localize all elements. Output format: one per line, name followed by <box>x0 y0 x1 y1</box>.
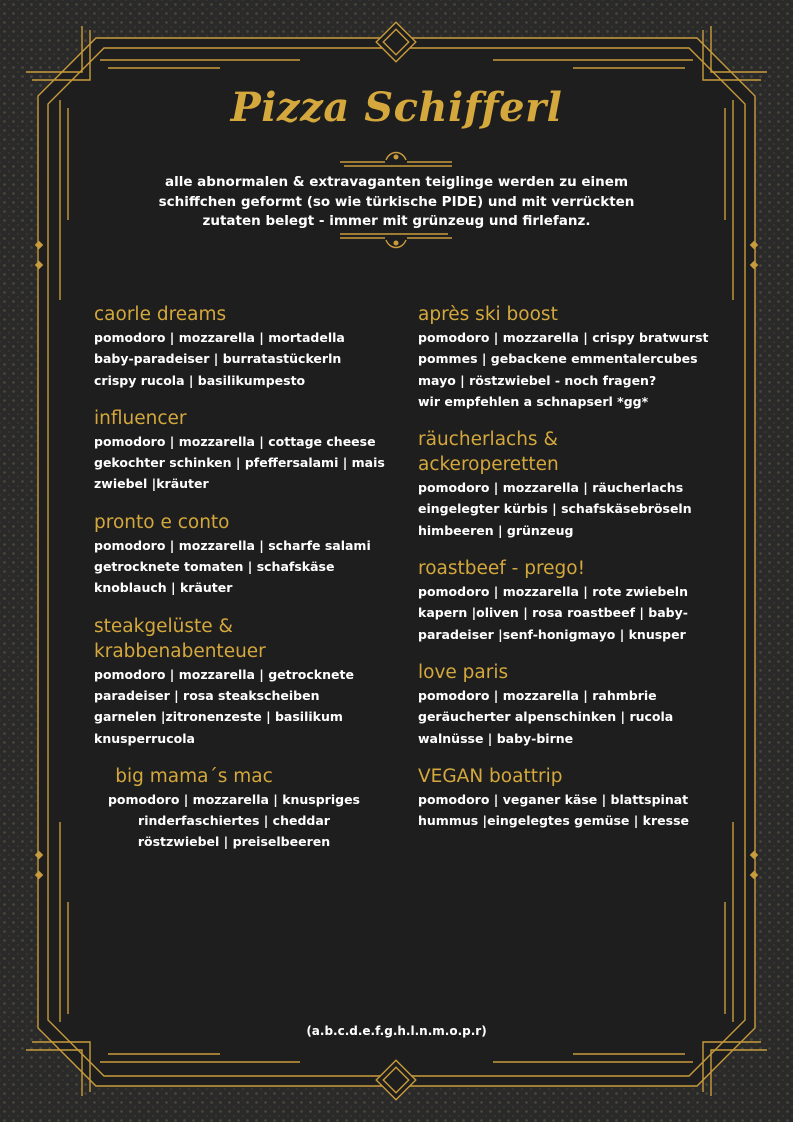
menu-item <box>418 427 718 541</box>
menu-item-ingredients: pomodoro | mozzarella | crispy bratwurst pommes | gebackene emmentalercubes mayo | röstzwiebel - noch fragen? wir empfehlen a schnapserl *gg* <box>418 330 709 409</box>
menu-item-name: räucherlachs & ackeroperetten <box>418 429 559 476</box>
menu-item-ingredients: pomodoro | mozzarella | rote zwiebeln kapern |oliven | rosa roastbeef | baby- paradeiser |senf-honigmayo | knusper <box>418 584 688 642</box>
menu-item-name: pronto e conto <box>94 511 230 533</box>
menu-item <box>94 302 394 391</box>
menu-item-ingredients: pomodoro | mozzarella | getrocknete paradeiser | rosa steakscheiben garnelen |zitronenzeste | basilikum knusperrucola <box>94 666 354 746</box>
menu-item-ingredients: pomodoro | mozzarella | scharfe salami getrocknete tomaten | schafskäse knoblauch | kräuter <box>94 537 371 596</box>
menu-item-ingredients: pomodoro | mozzarella | mortadella baby-paradeiser | burratastückerln crispy rucola | basilikumpesto <box>94 330 345 388</box>
menu-item-name: love paris <box>418 661 509 683</box>
menu-column-right <box>418 302 718 846</box>
menu-item-ingredients: pomodoro | mozzarella | rahmbrie geräucherter alpenschinken | rucola walnüsse | baby-birne <box>418 687 674 746</box>
menu-item-name: big mama´s mac <box>115 765 273 787</box>
menu-item <box>94 406 394 495</box>
menu-item-ingredients: pomodoro | mozzarella | cottage cheese gekochter schinken | pfeffersalami | mais zwiebel |kräuter <box>94 433 385 492</box>
menu-item <box>94 614 394 749</box>
allergen-codes: (a.b.c.d.e.f.g.h.l.n.m.o.p.r) <box>306 1024 487 1038</box>
menu-item <box>418 660 718 749</box>
intro-text: alle abnormalen & extravaganten teiglinge werden zu einem schiffchen geformt (so wie türkische PIDE) und mit verrückten zutaten belegt - immer mit grünzeug und firlefanz. <box>158 174 635 229</box>
menu-item <box>418 302 718 412</box>
menu-item-name: VEGAN boattrip <box>418 765 563 787</box>
menu-item-ingredients: pomodoro | mozzarella | knuspriges rinderfaschiertes | cheddar röstzwiebel | preiselbeeren <box>107 791 361 850</box>
menu-item-name: roastbeef - prego! <box>418 558 586 580</box>
menu-item-name: influencer <box>94 407 187 429</box>
menu-item-name: steakgelüste & krabbenabenteuer <box>94 615 266 662</box>
menu-item <box>418 556 718 645</box>
menu-item <box>94 510 394 599</box>
menu-column-left <box>94 302 394 868</box>
menu-item-name: après ski boost <box>418 304 558 325</box>
page-title: Pizza Schifferl <box>230 84 563 131</box>
menu-item-name: caorle dreams <box>94 304 227 325</box>
menu-item <box>64 764 404 853</box>
menu-item-ingredients: pomodoro | mozzarella | räucherlachs eingelegter kürbis | schafskäsebröseln himbeeren | grünzeug <box>418 480 692 538</box>
menu-item <box>418 764 718 832</box>
menu-item-ingredients: pomodoro | veganer käse | blattspinat hummus |eingelegtes gemüse | kresse <box>418 791 689 829</box>
